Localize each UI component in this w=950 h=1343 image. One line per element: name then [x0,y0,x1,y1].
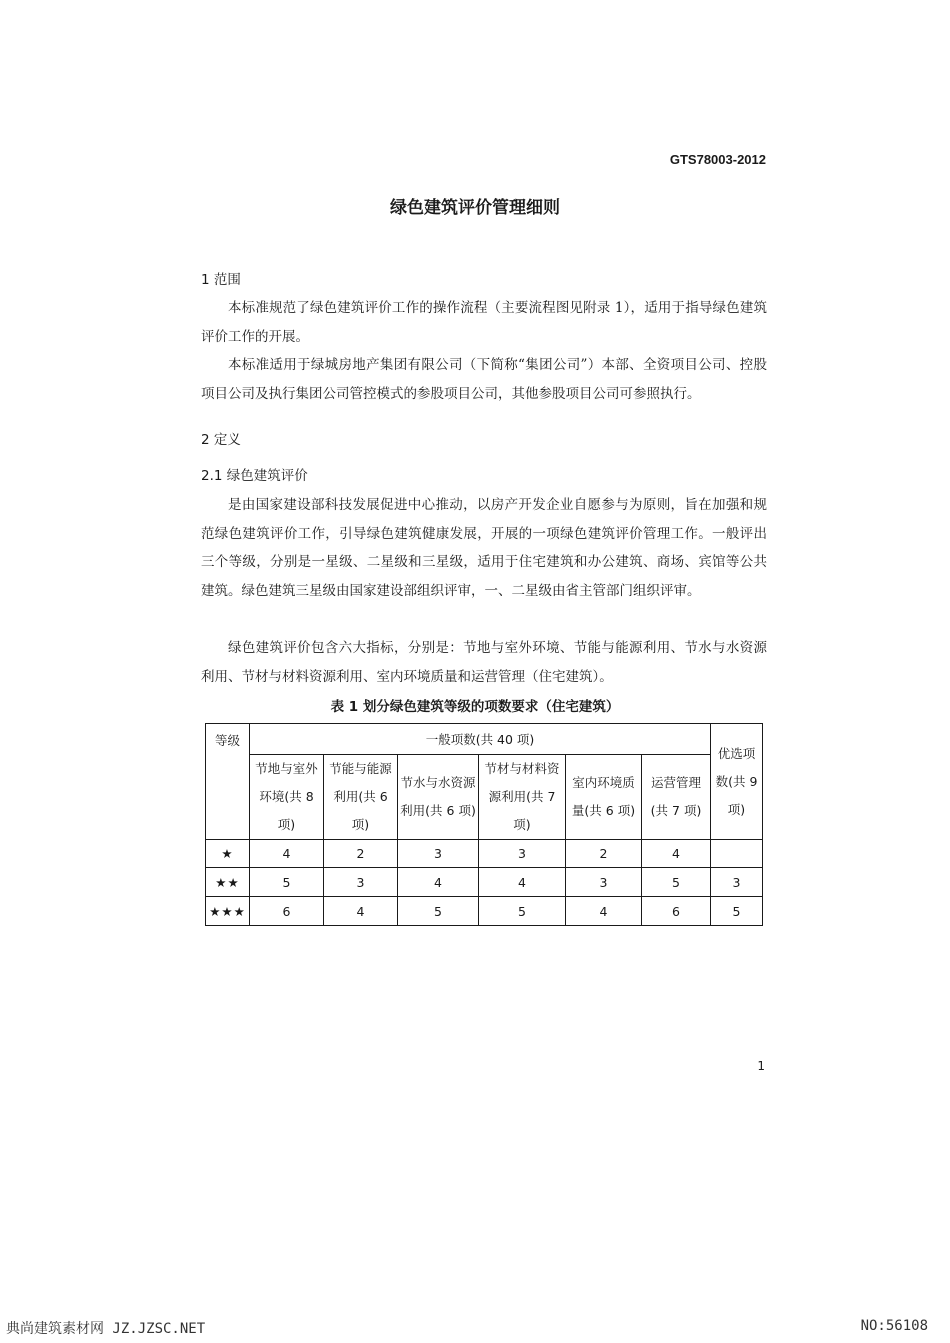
value-cell: 2 [566,840,642,868]
table-row [206,868,763,897]
table-header-row [206,724,763,755]
value-cell: 6 [250,897,324,926]
value-cell: 4 [642,840,711,868]
grade-cell: ★★★ [206,897,250,926]
value-cell: 3 [398,840,479,868]
grade-header-cell: 等级 [206,724,250,840]
subheader-cell: 节材与材料资 源利用(共 7 项) [479,755,566,840]
grade-requirements-table [205,723,763,926]
value-cell: 4 [398,868,479,897]
optional-items-header-cell: 优选项 数(共 9 项) [711,724,763,840]
value-cell: 4 [250,840,324,868]
paragraph-definition-1: 是由国家建设部科技发展促进中心推动，以房产开发企业自愿参与为原则，旨在加强和规范绿色建筑评价工作，引导绿色建筑健康发展，开展的一项绿色建筑评价管理工作。一般评出三个等级，分别是一星级、二星级和三星级，适用于住宅建筑和办公建筑、商场、宾馆等公共建筑。绿色建筑三星级由国家建设部组织评审，一、二星级由省主管部门组织评审。 [201,497,767,599]
value-cell: 4 [479,868,566,897]
paragraph-definition-2: 绿色建筑评价包含六大指标，分别是：节地与室外环境、节能与能源利用、节水与水资源利用、节材与材料资源利用、室内环境质量和运营管理（住宅建筑）。 [201,640,767,685]
footer-watermark-number: NO:56108 [860,1318,928,1334]
table-row [206,840,763,868]
subheader-cell: 节地与室外 环境(共 8 项) [250,755,324,840]
subheader-cell: 室内环境质 量(共 6 项) [566,755,642,840]
general-items-header-cell: 一般项数(共 40 项) [250,724,711,755]
section-heading-definition: 2 定义 [201,432,241,448]
document-code: GTS78003-2012 [669,152,766,167]
value-cell: 2 [324,840,398,868]
page-number: 1 [757,1059,765,1073]
table-subheader-row [206,755,763,840]
value-cell: 6 [642,897,711,926]
section-heading-scope: 1 范围 [201,272,241,288]
value-cell: 5 [479,897,566,926]
table-caption: 表 1 划分绿色建筑等级的项数要求（住宅建筑） [330,699,620,715]
grade-cell: ★★ [206,868,250,897]
value-cell: 3 [566,868,642,897]
value-cell: 3 [479,840,566,868]
value-cell: 5 [642,868,711,897]
value-cell: 5 [250,868,324,897]
paragraph-scope-2: 本标准适用于绿城房地产集团有限公司（下简称“集团公司”）本部、全资项目公司、控股项目公司及执行集团公司管控模式的参股项目公司，其他参股项目公司可参照执行。 [201,357,767,402]
subheader-cell: 节水与水资源 利用(共 6 项) [398,755,479,840]
subheader-cell: 节能与能源 利用(共 6 项) [324,755,398,840]
table-row [206,897,763,926]
value-cell: 5 [398,897,479,926]
optional-value-cell: 5 [711,897,763,926]
optional-value-cell: 3 [711,868,763,897]
value-cell: 3 [324,868,398,897]
subsection-heading-green-building-evaluation: 2.1 绿色建筑评价 [201,468,308,484]
value-cell: 4 [324,897,398,926]
value-cell: 4 [566,897,642,926]
footer-watermark-site: 典尚建筑素材网 JZ.JZSC.NET [6,1321,206,1337]
optional-value-cell [711,840,763,868]
subheader-cell: 运营管理 (共 7 项) [642,755,711,840]
paragraph-scope-1: 本标准规范了绿色建筑评价工作的操作流程（主要流程图见附录 1），适用于指导绿色建筑评价工作的开展。 [201,300,767,345]
grade-cell: ★ [206,840,250,868]
document-title: 绿色建筑评价管理细则 [390,198,560,218]
